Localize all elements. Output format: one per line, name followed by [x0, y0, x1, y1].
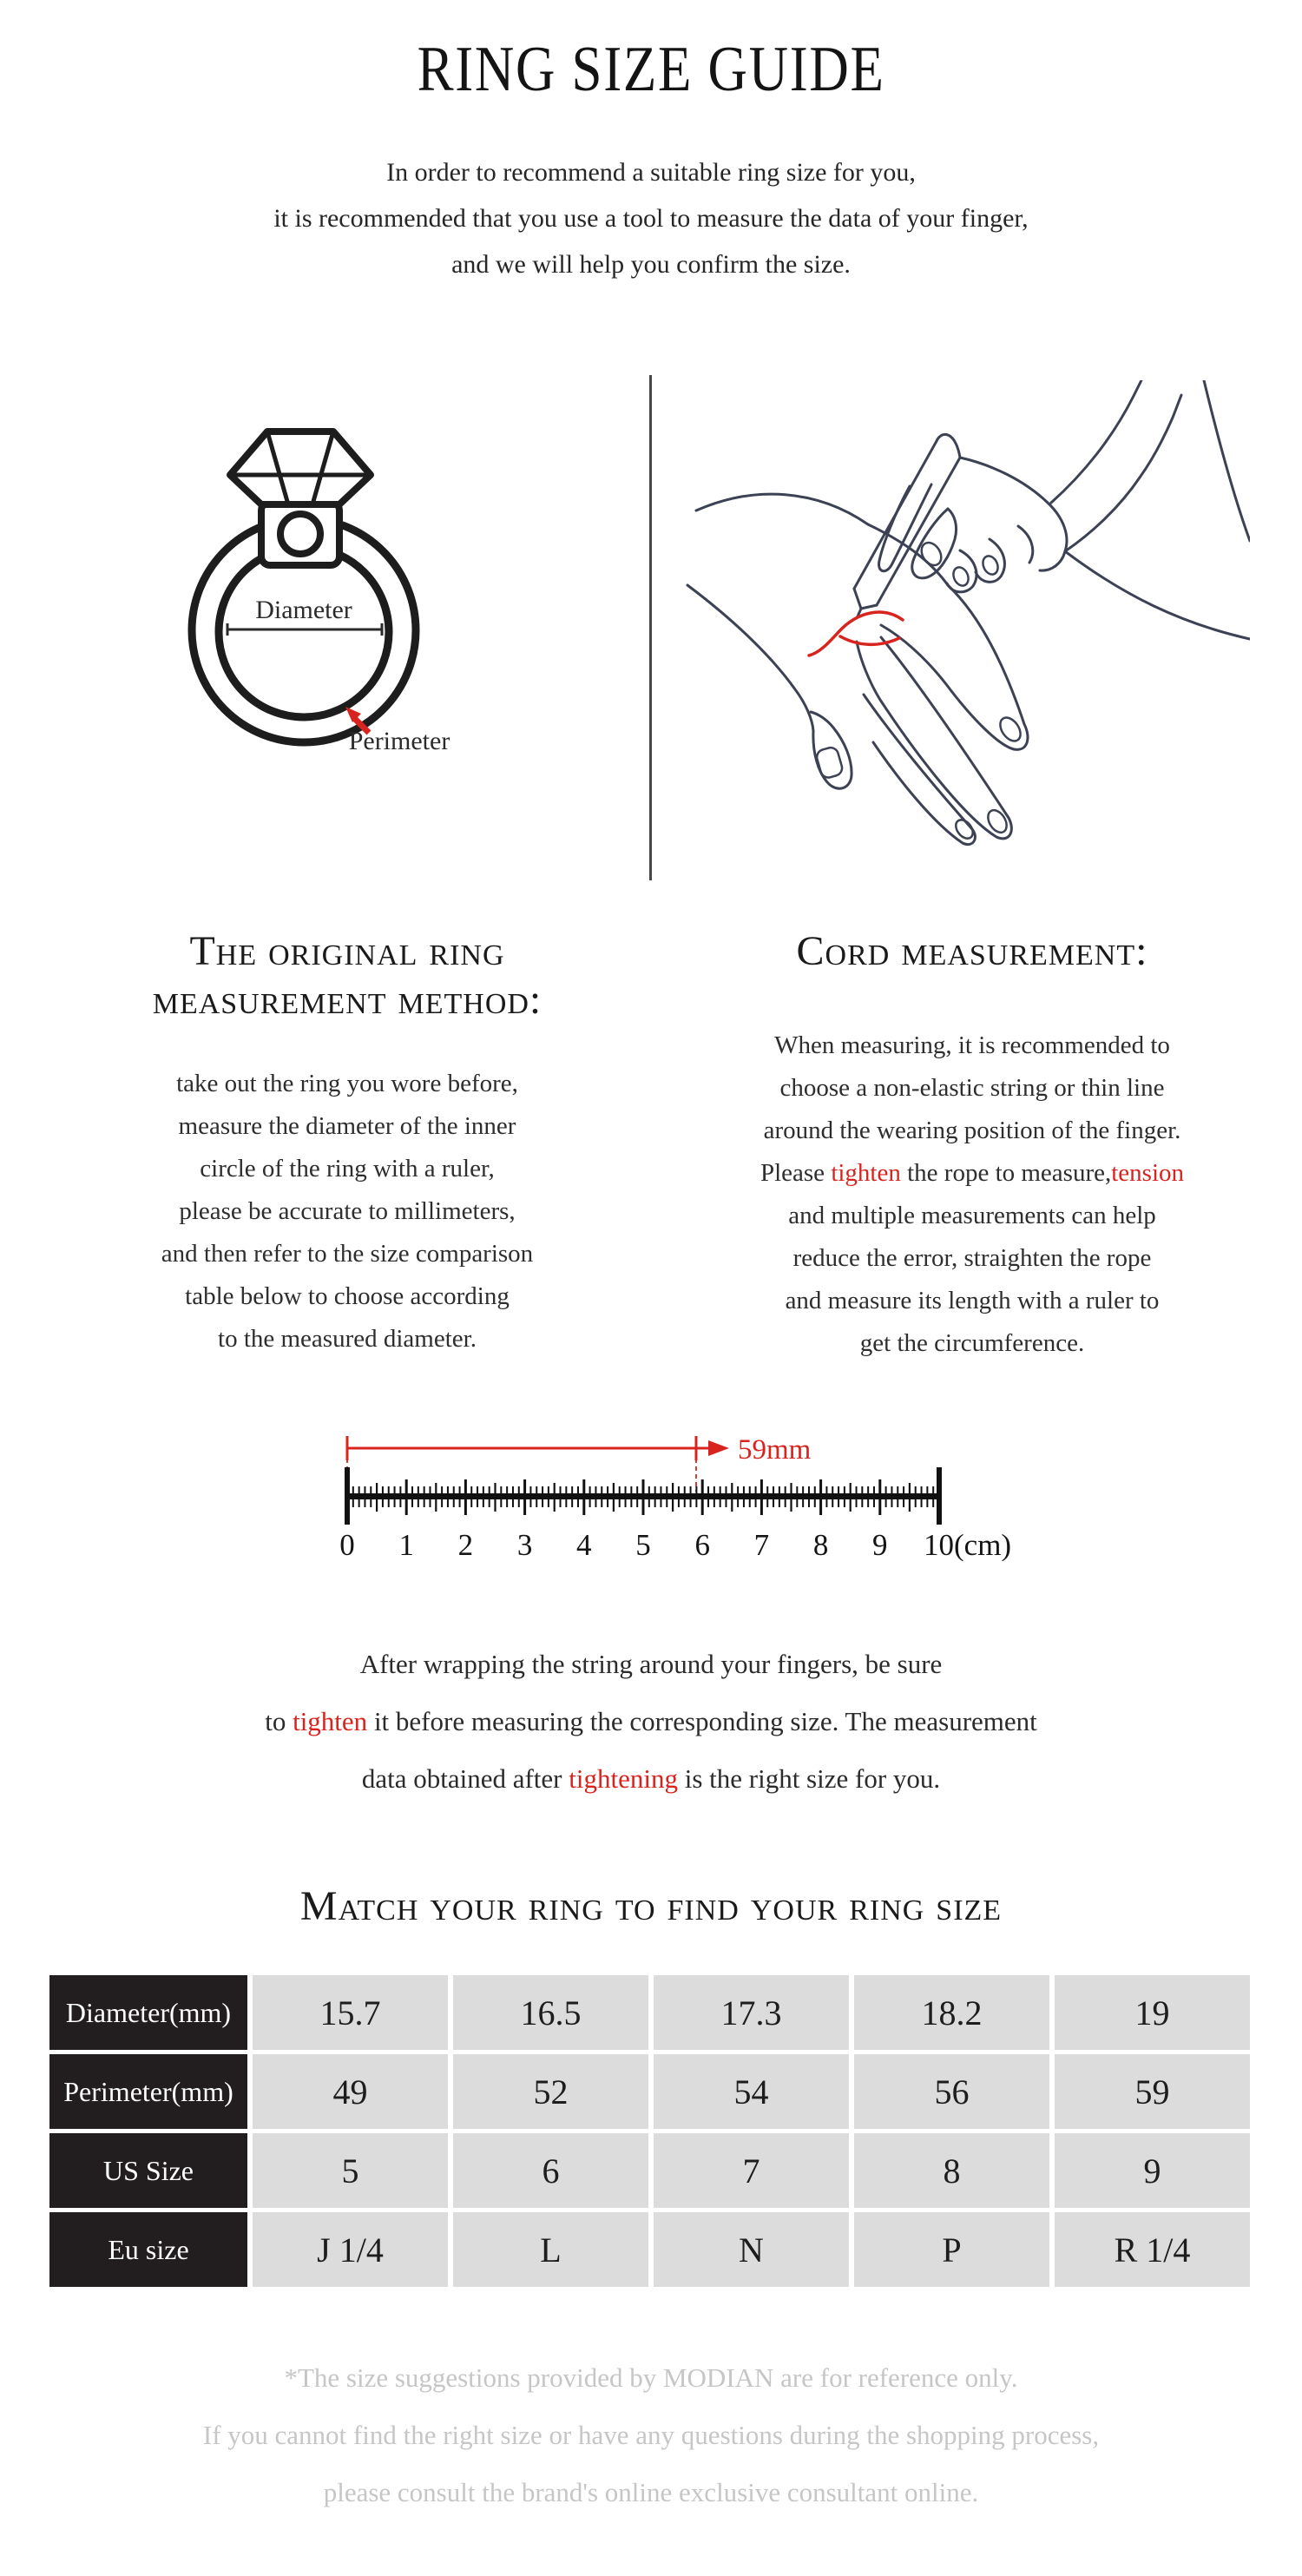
text-line: measure the diameter of the inner	[178, 1112, 516, 1140]
text-line: take out the ring you wore before,	[176, 1070, 518, 1097]
page-title	[0, 33, 1302, 106]
table-cell: 5	[253, 2133, 448, 2208]
row-label: Perimeter(mm)	[49, 2054, 247, 2129]
svg-text:8: 8	[812, 1528, 829, 1561]
original-method-section	[61, 927, 634, 1360]
text-line: reduce the error, straighten the rope	[792, 1244, 1152, 1272]
cord-method-heading: Cord measurement:	[796, 928, 1148, 974]
perimeter-label: Perimeter	[348, 727, 450, 755]
text-line: and then refer to the size comparison	[161, 1240, 534, 1268]
svg-text:9: 9	[872, 1528, 888, 1561]
ruler-scale-labels	[339, 1528, 1011, 1561]
highlight-tightening: tightening	[569, 1763, 678, 1794]
cord-method-text	[677, 1024, 1267, 1365]
after-measure-note	[0, 1636, 1302, 1808]
text-line: to the measured diameter.	[218, 1325, 477, 1353]
table-cell: 52	[453, 2054, 648, 2129]
note-line: to tighten it before measuring the corresponding size. The measurement	[265, 1706, 1037, 1736]
text-line: and measure its length with a ruler to	[785, 1287, 1160, 1314]
text-line: choose a non-elastic string or thin line	[779, 1074, 1165, 1102]
table-cell: 8	[854, 2133, 1049, 2208]
vertical-divider	[649, 375, 652, 880]
svg-text:10(cm): 10(cm)	[924, 1528, 1012, 1561]
text-line: get the circumference.	[859, 1329, 1085, 1357]
red-string-mark	[809, 612, 903, 656]
ruler-illustration	[304, 1413, 1050, 1561]
highlight-tighten: tighten	[293, 1706, 368, 1736]
table-cell: 19	[1055, 1975, 1250, 2050]
disclaimer-line: please consult the brand's online exclusive consultant online.	[323, 2477, 979, 2507]
table-cell: 18.2	[854, 1975, 1049, 2050]
svg-text:3: 3	[516, 1528, 533, 1561]
original-method-text	[61, 1063, 634, 1360]
svg-text:1: 1	[398, 1528, 414, 1561]
table-cell: 49	[253, 2054, 448, 2129]
ruler-red-measure	[347, 1434, 812, 1492]
diameter-label: Diameter	[255, 596, 352, 624]
intro-paragraph	[0, 149, 1302, 287]
heading-line: The original ring	[189, 928, 505, 974]
original-method-heading	[61, 927, 634, 1024]
note-line: After wrapping the string around your fingers, be sure	[359, 1649, 943, 1679]
svg-text:7: 7	[753, 1528, 770, 1561]
table-cell: 6	[453, 2133, 648, 2208]
hands-measuring-illustration	[686, 380, 1250, 875]
table-row-eu-size	[49, 2212, 1250, 2287]
highlight-tension: tension	[1111, 1159, 1185, 1187]
table-cell: P	[854, 2212, 1049, 2287]
text-line: circle of the ring with a ruler,	[200, 1155, 495, 1183]
table-cell: 7	[654, 2133, 849, 2208]
table-cell: 9	[1055, 2133, 1250, 2208]
svg-text:5: 5	[635, 1528, 651, 1561]
disclaimer	[0, 2349, 1302, 2521]
table-cell: L	[453, 2212, 648, 2287]
table-row-diameter	[49, 1975, 1250, 2050]
table-cell: 15.7	[253, 1975, 448, 2050]
table-row-perimeter	[49, 2054, 1250, 2129]
ruler-measure-label: 59mm	[738, 1434, 812, 1466]
text-line: Please tighten the rope to measure,tension	[760, 1159, 1185, 1187]
intro-line: it is recommended that you use a tool to measure the data of your finger,	[273, 204, 1029, 233]
diamond-icon	[230, 432, 371, 504]
svg-text:0: 0	[339, 1528, 355, 1561]
table-cell: J 1/4	[253, 2212, 448, 2287]
intro-line: In order to recommend a suitable ring size for you,	[386, 158, 916, 187]
svg-text:4: 4	[576, 1528, 592, 1561]
note-line: data obtained after tightening is the right size for you.	[361, 1763, 941, 1794]
ruler-ticks	[347, 1467, 939, 1525]
heading-line: measurement method:	[152, 977, 542, 1023]
table-cell: 54	[654, 2054, 849, 2129]
row-label: US Size	[49, 2133, 247, 2208]
size-table-heading: Match your ring to find your ring size	[299, 1883, 1003, 1929]
row-label: Diameter(mm)	[49, 1975, 247, 2050]
text-line: When measuring, it is recommended to	[774, 1031, 1170, 1059]
row-label: Eu size	[49, 2212, 247, 2287]
disclaimer-line: If you cannot find the right size or have any questions during the shopping process,	[202, 2420, 1100, 2450]
cord-method-section	[677, 927, 1267, 1365]
text-line: please be accurate to millimeters,	[179, 1197, 516, 1225]
hands-line-art	[687, 380, 1250, 845]
ring-diagram	[139, 415, 503, 762]
table-cell: 16.5	[453, 1975, 648, 2050]
table-row-us-size	[49, 2133, 1250, 2208]
svg-text:6: 6	[694, 1528, 710, 1561]
highlight-tighten: tighten	[831, 1159, 901, 1187]
size-table	[49, 1975, 1250, 2291]
page-title-text: RING SIZE GUIDE	[417, 34, 885, 105]
svg-text:2: 2	[457, 1528, 474, 1561]
intro-line: and we will help you confirm the size.	[451, 250, 851, 279]
table-cell: 17.3	[654, 1975, 849, 2050]
table-cell: R 1/4	[1055, 2212, 1250, 2287]
disclaimer-line: *The size suggestions provided by MODIAN are for reference only.	[284, 2362, 1018, 2393]
text-line: and multiple measurements can help	[788, 1202, 1156, 1229]
table-cell: N	[654, 2212, 849, 2287]
table-cell: 59	[1055, 2054, 1250, 2129]
ring-setting	[261, 502, 339, 565]
text-line: table below to choose according	[185, 1282, 510, 1310]
text-line: around the wearing position of the finger.	[763, 1117, 1181, 1144]
diameter-measure-line	[227, 623, 382, 636]
table-cell: 56	[854, 2054, 1049, 2129]
